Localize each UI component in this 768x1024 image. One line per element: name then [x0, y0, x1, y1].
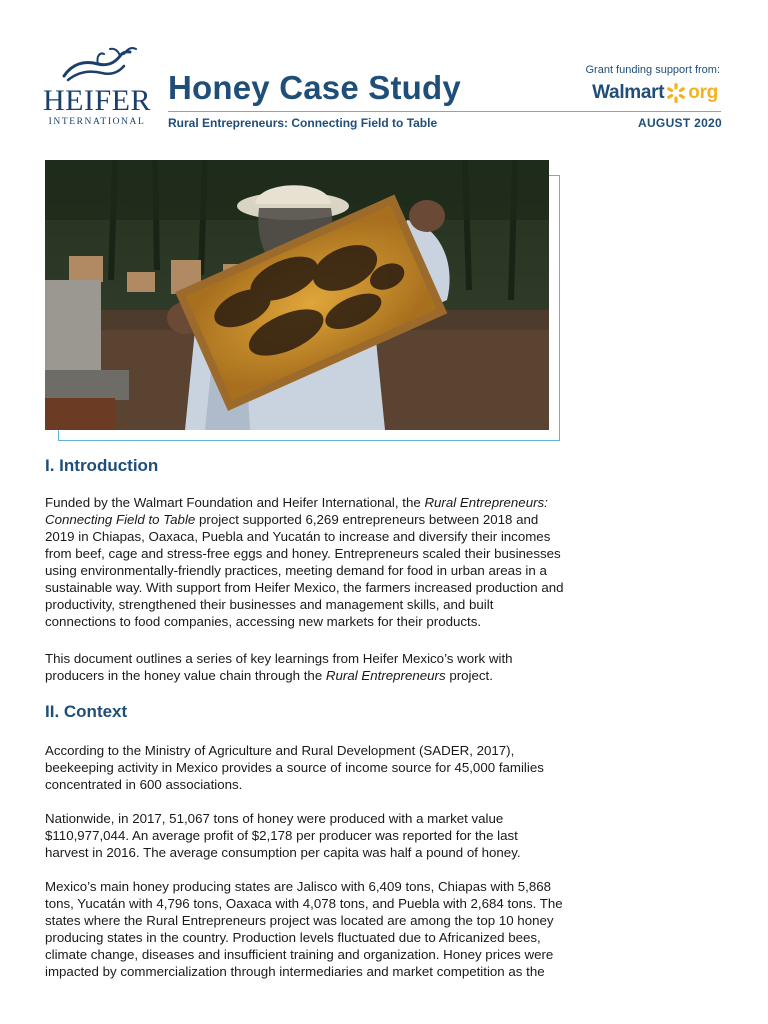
ox-logo-icon	[58, 46, 138, 88]
heifer-logo	[40, 46, 152, 130]
spark-icon	[665, 82, 687, 104]
intro-p2-text-b: project.	[445, 668, 493, 683]
beekeeper-photo	[45, 160, 549, 430]
document-title: Honey Case Study	[168, 69, 461, 106]
intro-paragraph-2	[45, 650, 565, 684]
logo-subname: INTERNATIONAL	[48, 117, 146, 127]
grant-funding-label: Grant funding support from:	[585, 64, 720, 76]
section-heading-introduction: I. Introduction	[45, 456, 159, 475]
logo-wordmark: HEIFER	[43, 84, 151, 117]
intro-paragraph-1	[45, 494, 565, 630]
walmart-wordmark: Walmart	[592, 82, 665, 103]
intro-p1-text-b: project supported 6,269 entrepreneurs between 2018 and 2019 in Chiapas, Oaxaca, Puebla and Yucatán to increase and diversify their incomes from beef, cage and stress-free eggs and honey. Entrepreneurs scaled their businesses using environmentally-friendly practices, meeting demand for food in urban areas in a sustainable way. With support from Heifer Mexico, the farmers increased production and productivity, strengthened their businesses and management skills, and built connections to food companies, accessing new markets for their products.	[45, 512, 564, 629]
intro-p2-text-a: This document outlines a series of key learnings from Heifer Mexico’s work with producers in the honey value chain through the	[45, 651, 513, 683]
intro-p2-project-name: Rural Entrepreneurs	[325, 668, 446, 683]
document-subtitle: Rural Entrepreneurs: Connecting Field to Table	[168, 116, 438, 130]
section-heading-context: II. Context	[45, 702, 128, 721]
context-paragraph-3: Mexico’s main honey producing states are Jalisco with 6,409 tons, Chiapas with 5,868 tons, Yucatán with 4,796 tons, Oaxaca with 4,078 tons, and Puebla with 2,684 tons. The states where the Rural Entrepreneurs project was located are among the top 10 honey producing states in the country. Production levels fluctuated due to Africanized bees, climate change, diseases and insufficient training and organization. Honey prices were impacted by commercialization through intermediaries and market competition as the	[45, 879, 563, 979]
context-paragraph-2: Nationwide, in 2017, 51,067 tons of honey were produced with a market value $110,977,044. An average profit of $2,178 per producer was reported for the last harvest in 2016. The average consumption per capita was half a pound of honey.	[45, 811, 521, 860]
walmart-org-logo	[592, 80, 718, 106]
intro-p1-project-name: Rural Entrepreneurs: Connecting Field to Table	[45, 495, 548, 527]
header-divider	[168, 111, 721, 112]
org-wordmark: org	[688, 82, 718, 103]
publication-date: AUGUST 2020	[638, 116, 722, 130]
intro-p1-text-a: Funded by the Walmart Foundation and Heifer International, the	[45, 495, 425, 510]
context-paragraph-1: According to the Ministry of Agriculture and Rural Development (SADER, 2017), beekeeping activity in Mexico provides a source of income source for 45,000 families concentrated in 600 associations.	[45, 743, 544, 792]
